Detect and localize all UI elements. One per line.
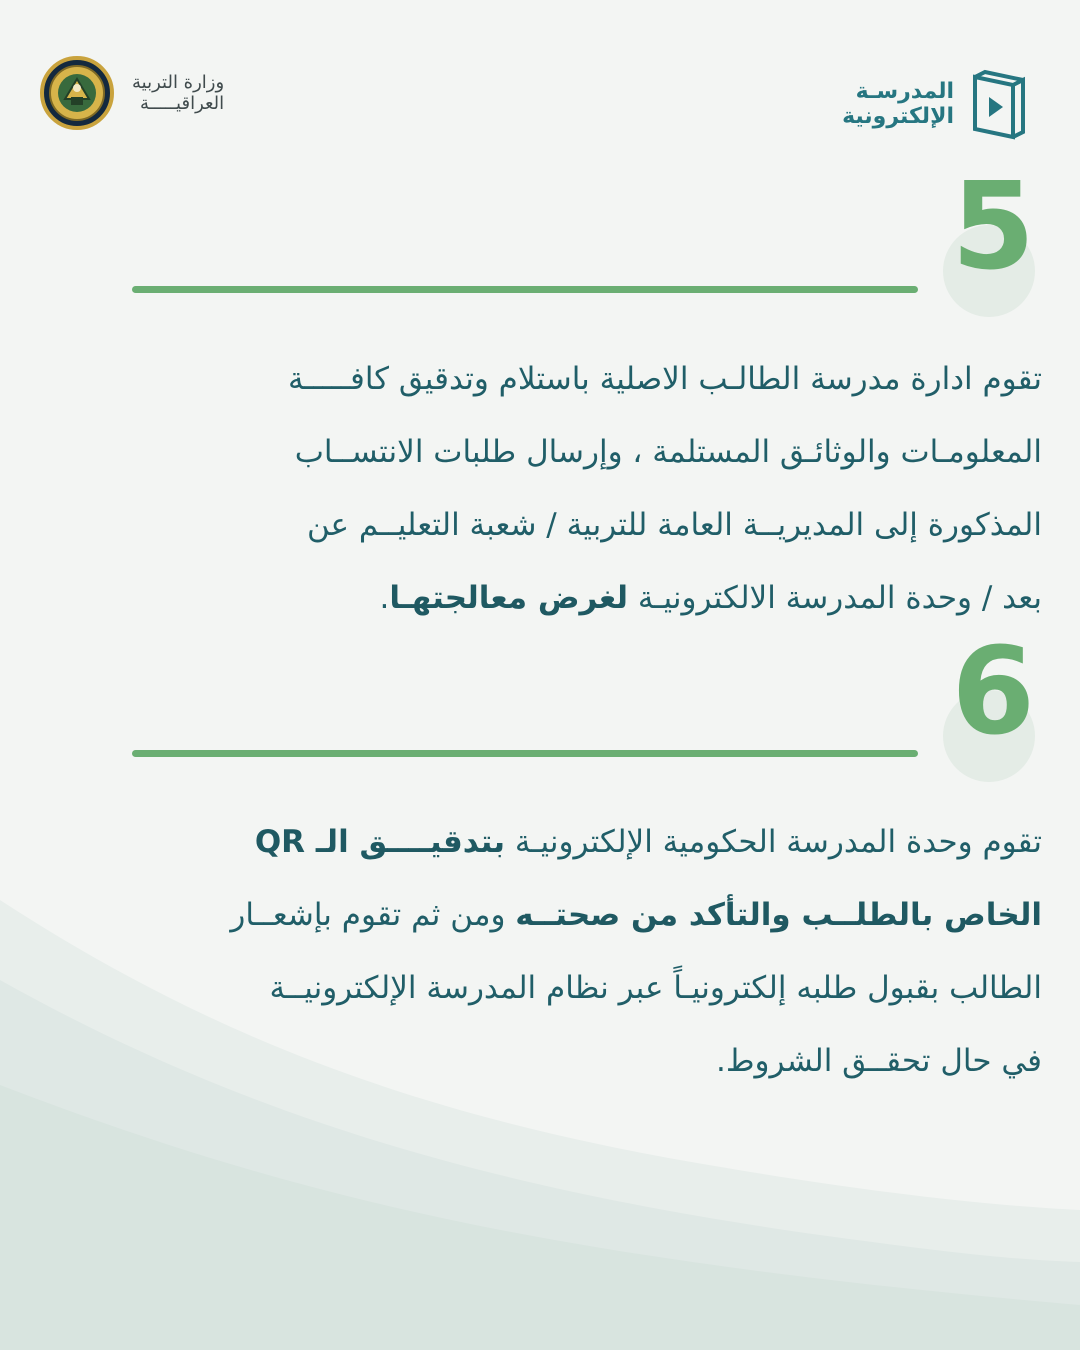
step-6-line-1 [52,806,1042,879]
electronic-school-header [842,68,1030,140]
step-5-number: 5 [951,158,1035,297]
electronic-school-name-line-2: الإلكترونية [842,104,954,129]
electronic-school-name-line-1: المدرسـة [855,79,954,104]
step-6-line-3: الطالب بقبول طلبه إلكترونيـاً عبر نظام المدرسة الإلكترونيــة [269,970,1042,1006]
step-5-line-4 [52,562,1042,635]
ministry-header [40,56,224,130]
electronic-school-name [842,79,954,129]
step-6-line-1-prefix: تقوم وحدة المدرسة الحكومية الإلكترونيـة [504,824,1042,860]
electronic-school-book-play-icon [968,68,1030,140]
step-5-description [52,343,1042,635]
step-5-separator-line [132,286,918,293]
step-5-line-3: المذكورة إلى المديريــة العامة للتربية / شعبة التعليــم عن [306,507,1042,543]
step-6-line-2-emphasis: الخاص بالطلــب والتأكد من صحتــه [515,897,1042,933]
step-5-line-1: تقوم ادارة مدرسة الطالـب الاصلية باستلام وتدقيق كافـــــة [288,361,1042,397]
step-6-description [52,806,1042,1098]
step-6-number: 6 [951,623,1035,762]
step-5-line-2: المعلومـات والوثائـق المستلمة ، وإرسال طلبات الانتســاب [294,434,1042,470]
ministry-name-line-1: وزارة التربية [132,72,225,93]
step-6-line-1-emphasis: بتدقيــــق الـ QR [254,824,505,860]
step-5-line-4-prefix: بعد / وحدة المدرسة الالكترونيـة [627,580,1042,616]
step-5-line-4-suffix: . [379,580,390,616]
ministry-name-line-2: العراقيـــــة [140,93,225,114]
step-6-separator-line [132,750,918,757]
ministry-name [132,72,224,114]
ministry-emblem-icon [40,56,114,130]
step-6-line-2-suffix: ومن ثم تقوم بإشعــار [230,897,516,933]
step-6-line-2 [52,879,1042,952]
step-6-line-4: في حال تحقــق الشروط. [716,1043,1042,1079]
step-5-line-4-emphasis: لغرض معالجتهـا [389,580,628,616]
